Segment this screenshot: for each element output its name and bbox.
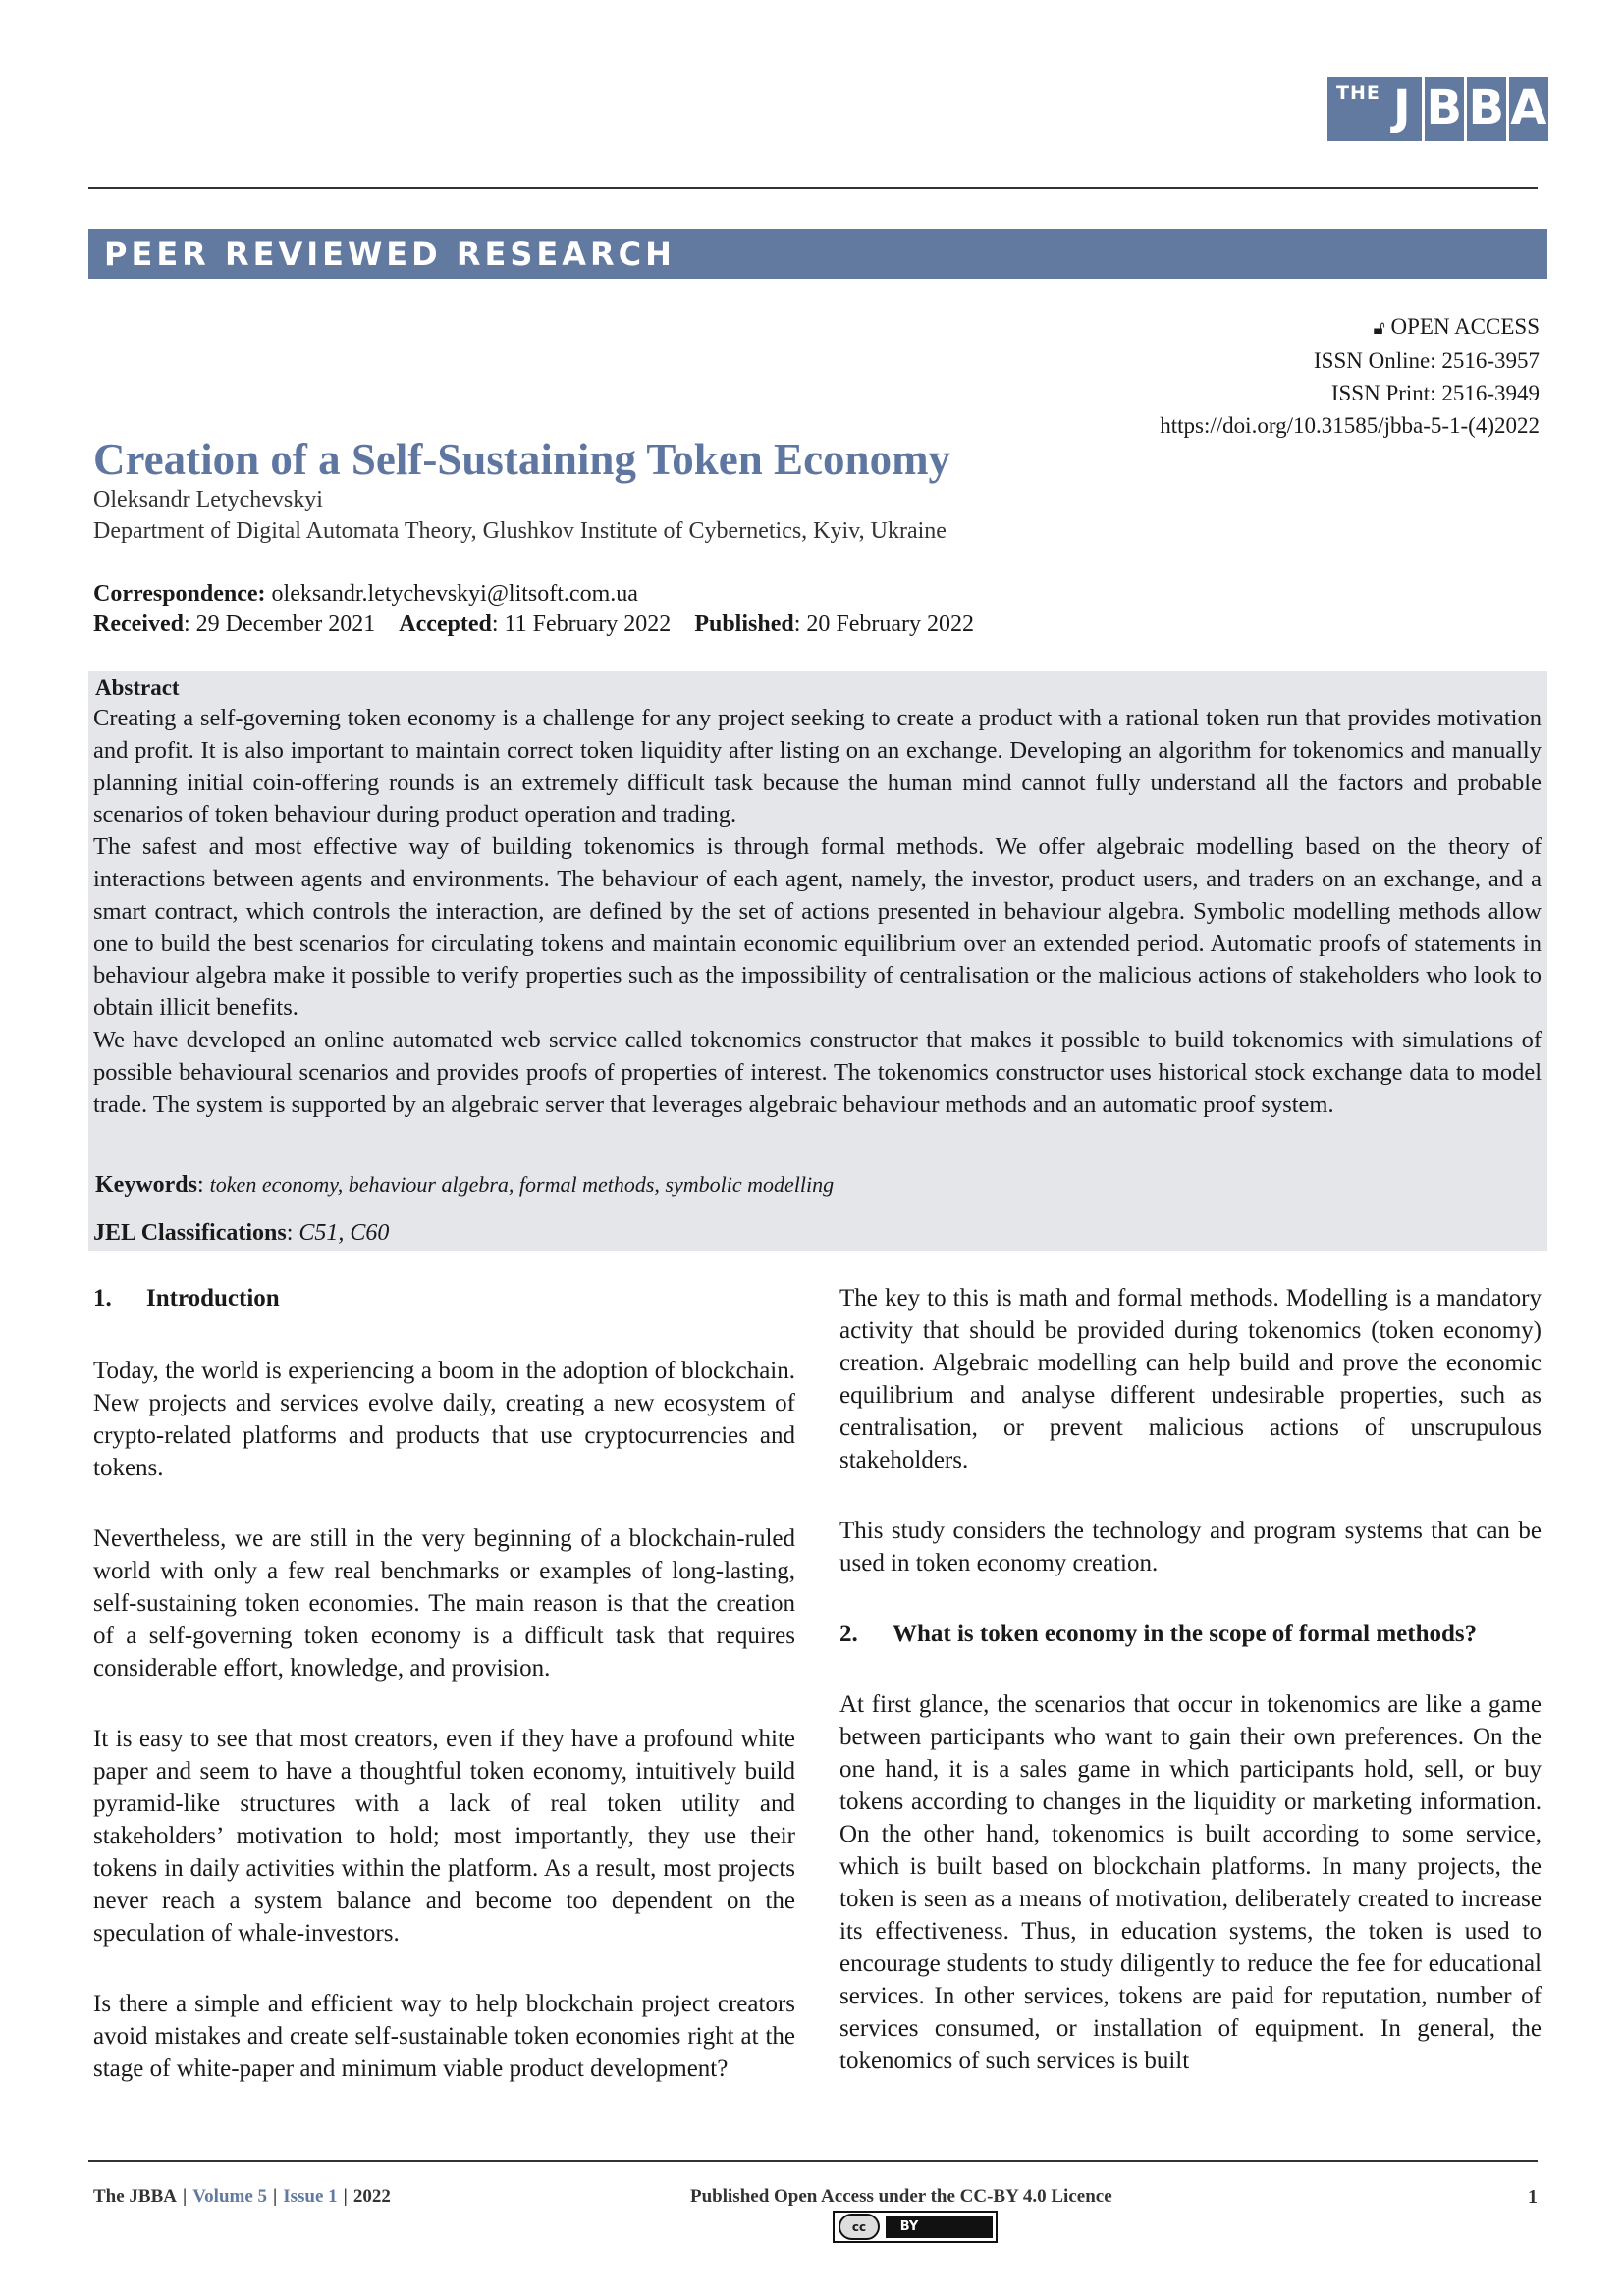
issn-print: ISSN Print: 2516-3949 <box>1330 381 1540 405</box>
abstract-heading: Abstract <box>95 675 180 700</box>
paper-title: Creation of a Self-Sustaining Token Economy <box>93 435 951 484</box>
accepted-label: Accepted <box>399 612 492 637</box>
publication-dates <box>93 612 974 638</box>
open-access-line <box>1160 310 1540 345</box>
footer-separator: | <box>343 2186 348 2207</box>
jel-label: JEL Classifications <box>93 1220 287 1246</box>
abstract-body <box>93 703 1542 1121</box>
correspondence-email[interactable]: oleksandr.letychevskyi@litsoft.com.ua <box>271 581 638 607</box>
published-label: Published <box>694 612 794 637</box>
footer-divider <box>88 2160 1538 2162</box>
journal-logo <box>1327 77 1548 141</box>
footer-separator: | <box>183 2186 188 2207</box>
keywords: Keywords: token economy, behaviour algebra, formal methods, symbolic modelling <box>95 1172 835 1198</box>
footer-issue: Issue 1 <box>283 2186 338 2207</box>
correspondence <box>93 581 638 608</box>
footer-year: 2022 <box>352 2186 391 2207</box>
logo-letter: A <box>1506 77 1548 141</box>
accepted-date: : 11 February 2022 <box>491 612 672 637</box>
abstract-paragraph: Creating a self-governing token economy is a challenge for any project seeking to create a product with a rational token run that provides motivation and profit. It is also important to maintain correct token liquidity after listing on an exchange. Developing an algorithm for tokenomics and manually planning initial coin-offering rounds is an extremely difficult task because the human mind cannot fully understand all the factors and probable scenarios of token behaviour during product operation and trading. <box>93 705 1542 828</box>
body-paragraph: Is there a simple and efficient way to help blockchain project creators avoid mistakes and create self-sustainable token economies right at the stage of white-paper and minimum viable product development? <box>93 1991 795 2082</box>
open-access-label: OPEN ACCESS <box>1390 314 1540 339</box>
issn-online: ISSN Online: 2516-3957 <box>1314 348 1540 373</box>
access-info <box>1160 310 1540 442</box>
section-heading <box>839 1618 1542 1650</box>
cc-by-license-icon[interactable] <box>833 2211 998 2243</box>
footer-separator: | <box>273 2186 278 2207</box>
logo-letter: J <box>1392 80 1411 135</box>
body-paragraph: Today, the world is experiencing a boom in the adoption of blockchain. New projects and services evolve daily, creating a new ecosystem of crypto-related platforms and products that use cryptocurrencies and tokens. <box>93 1358 795 1481</box>
section-number: 2. <box>839 1621 858 1647</box>
jel-classifications: JEL Classifications: C51, C60 <box>93 1220 390 1246</box>
keywords-list: token economy, behaviour algebra, formal methods, symbolic modelling <box>209 1172 835 1197</box>
abstract-paragraph: We have developed an online automated web service called tokenomics constructor that makes it possible to build tokenomics with simulations of possible behavioural scenarios and provides proofs of properties of interest. The tokenomics constructor uses historical stock exchange data to model trade. The system is supported by an algebraic server that leverages algebraic behaviour methods and an automatic proof system. <box>93 1026 1542 1118</box>
published-date: : 20 February 2022 <box>793 612 975 637</box>
doi-link[interactable]: https://doi.org/10.31585/jbba-5-1-(4)2022 <box>1160 413 1540 438</box>
logo-the-text: THE <box>1336 82 1380 104</box>
page-number: 1 <box>1528 2186 1538 2208</box>
body-paragraph: At first glance, the scenarios that occur in tokenomics are like a game between participants who want to gain their own preferences. On the one hand, it is a sales game in which participants hold, sell, or buy tokens according to changes in the liquidity or marketing information. On the other hand, tokenomics is built according to some service, which is built based on blockchain platforms. In many projects, the token is seen as a means of motivation, deliberately created to increase its effectiveness. Thus, in education systems, the token is used to encourage students to study diligently to reduce the fee for educational services. In other services, tokens are paid for reputation, number of services consumed, or installation of equipment. In general, the tokenomics of such services is built <box>839 1691 1542 2074</box>
body-left-column <box>93 1282 795 2085</box>
section-heading <box>93 1282 795 1314</box>
received-label: Received <box>93 612 184 637</box>
logo-letter: B <box>1422 77 1464 141</box>
section-number: 1. <box>93 1285 112 1311</box>
author-name: Oleksandr Letychevskyi <box>93 487 323 512</box>
jel-codes: C51, C60 <box>298 1220 390 1246</box>
body-paragraph: It is easy to see that most creators, even if they have a profound white paper and seem to have a thoughtful token economy, intuitively build pyramid-like structures with a lack of real token utility and stakeholders’ motivation to hold; most importantly, they use their tokens in daily activities within the platform. As a result, most projects never reach a system balance and become too dependent on the speculation of whale-investors. <box>93 1726 795 1947</box>
section-title: What is token economy in the scope of formal methods? <box>893 1621 1478 1647</box>
cc-icon: cc <box>839 2214 880 2240</box>
abstract-paragraph: The safest and most effective way of building tokenomics is through formal methods. We offer algebraic modelling based on the theory of interactions between agents and environments. The behaviour of each agent, namely, the investor, product users, and traders on an exchange, and a smart contract, which controls the interaction, are defined by the set of actions presented in behaviour algebra. Symbolic modelling methods allow one to build the best scenarios for circulating tokens and maintain economic equilibrium over an extended period. Automatic proofs of statements in behaviour algebra make it possible to verify properties such as the impossibility of centralisation or the malicious actions of stakeholders who look to obtain illicit benefits. <box>93 833 1542 1022</box>
author-affiliation: Department of Digital Automata Theory, Glushkov Institute of Cybernetics, Kyiv, Ukraine <box>93 518 947 544</box>
footer-volume: Volume 5 <box>192 2186 268 2207</box>
by-icon: BY <box>886 2216 933 2238</box>
correspondence-label: Correspondence: <box>93 581 266 607</box>
section-title: Introduction <box>146 1285 280 1311</box>
footer-journal-info <box>93 2186 391 2208</box>
keywords-label: Keywords <box>95 1172 197 1198</box>
received-date: : 29 December 2021 <box>183 612 376 637</box>
footer-journal: The JBBA <box>93 2186 177 2207</box>
peer-reviewed-banner <box>88 229 1547 279</box>
open-access-lock-icon: 🔓︎ <box>1373 317 1385 339</box>
header-divider <box>88 187 1538 189</box>
body-paragraph: The key to this is math and formal methods. Modelling is a mandatory activity that should be provided during tokenomics (token economy) creation. Algebraic modelling can help build and prove the economic equilibrium and analyse different undesirable properties, such as centralisation, or prevent malicious actions of unscrupulous stakeholders. <box>839 1285 1542 1473</box>
banner-text: PEER REVIEWED RESEARCH <box>104 236 676 273</box>
body-paragraph: This study considers the technology and program systems that can be used in token economy creation. <box>839 1518 1542 1576</box>
logo-letter: B <box>1464 77 1506 141</box>
body-right-column <box>839 1282 1542 2077</box>
footer-license: Published Open Access under the CC-BY 4.0 Licence <box>690 2186 1112 2207</box>
body-paragraph: Nevertheless, we are still in the very beginning of a blockchain-ruled world with only a few real benchmarks or examples of long-lasting, self-sustaining token economies. The main reason is that the creation of a self-governing token economy is a difficult task that requires considerable effort, knowledge, and provision. <box>93 1525 795 1682</box>
